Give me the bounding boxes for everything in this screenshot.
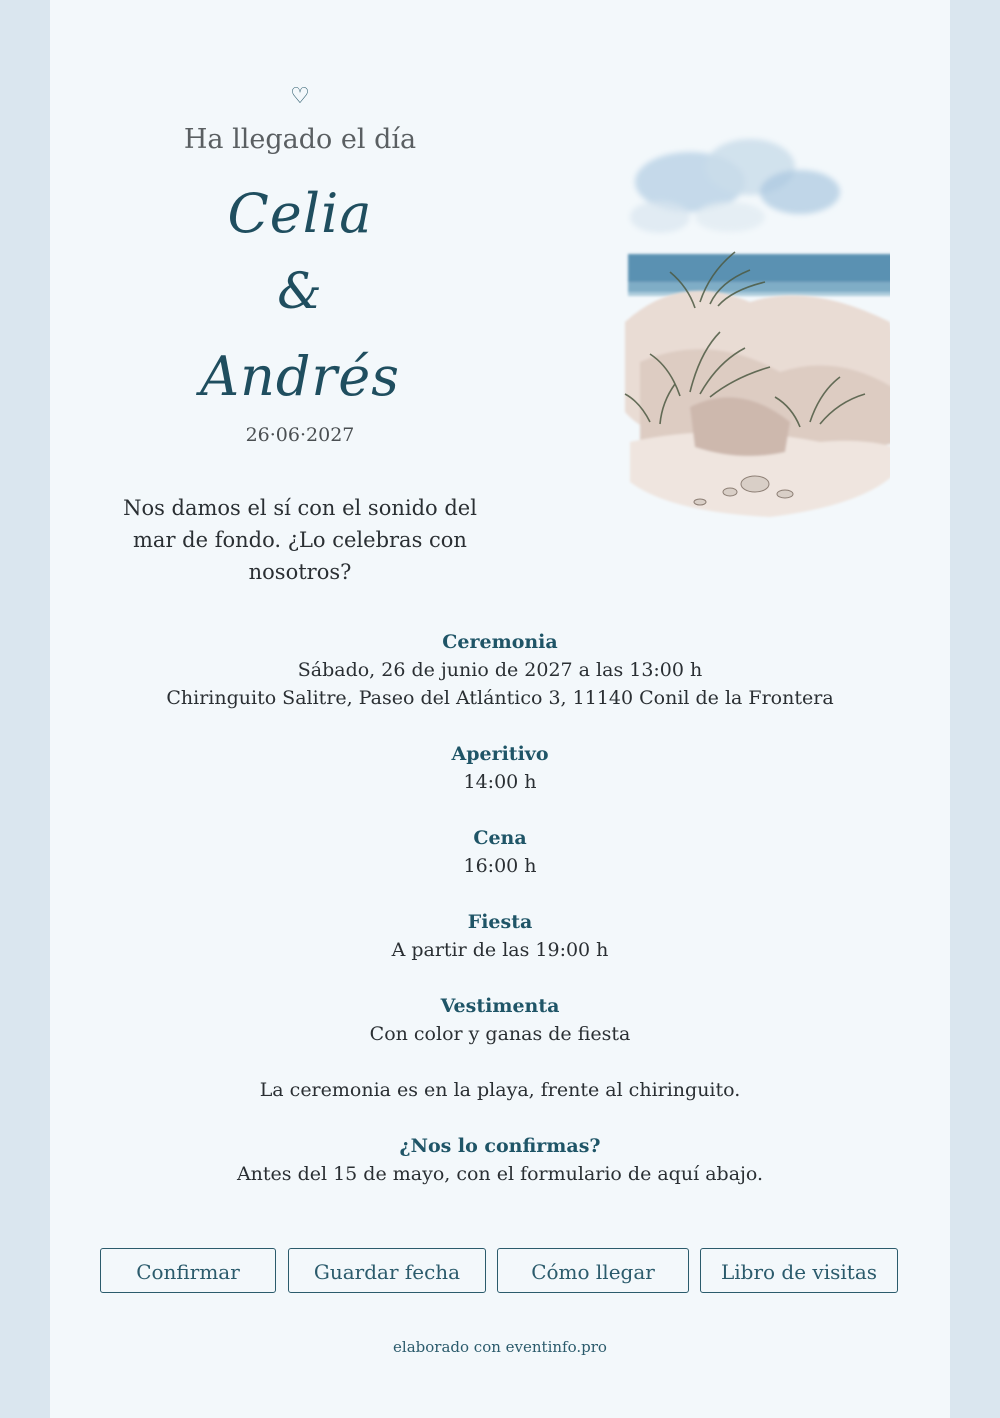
dinner-title: Cena <box>473 827 527 849</box>
ceremony-note: La ceremonia es en la playa, frente al chiringuito. <box>259 1079 741 1101</box>
invitation-card <box>50 0 950 1418</box>
party-time: A partir de las 19:00 h <box>391 939 609 961</box>
guestbook-button[interactable]: Libro de visitas <box>700 1248 898 1293</box>
footer-credit[interactable]: elaborado con eventinfo.pro <box>393 1338 607 1356</box>
tagline: Nos damos el sí con el sonido del mar de fondo. ¿Lo celebras con nosotros? <box>123 496 477 584</box>
ceremony-title: Ceremonia <box>442 631 558 653</box>
party-section <box>50 908 950 964</box>
aperitif-section <box>50 740 950 796</box>
dinner-time: 16:00 h <box>463 855 537 877</box>
beach-dune-illustration <box>570 122 890 532</box>
dinner-section <box>50 824 950 880</box>
ampersand: & <box>277 262 323 320</box>
wedding-date: 26·06·2027 <box>245 424 355 446</box>
sea <box>628 254 890 296</box>
rsvp-section <box>50 1132 950 1188</box>
ceremony-address: Chiringuito Salitre, Paseo del Atlántico 3, 11140 Conil de la Frontera <box>166 687 834 709</box>
dress-code-section <box>50 992 950 1048</box>
dress-code-text: Con color y ganas de fiesta <box>369 1023 631 1045</box>
rsvp-text: Antes del 15 de mayo, con el formulario de aquí abajo. <box>236 1163 764 1185</box>
heart-icon: ♡ <box>290 84 310 109</box>
aperitif-title: Aperitivo <box>451 743 549 765</box>
event-details <box>50 628 950 1216</box>
save-date-button[interactable]: Guardar fecha <box>288 1248 486 1293</box>
clouds <box>630 139 840 233</box>
rsvp-title: ¿Nos lo confirmas? <box>399 1135 601 1157</box>
action-buttons <box>100 1248 900 1295</box>
intro-heading: Ha llegado el día <box>183 124 417 155</box>
dress-code-title: Vestimenta <box>440 995 560 1017</box>
aperitif-time: 14:00 h <box>463 771 537 793</box>
partner-name-2: Andrés <box>200 345 400 408</box>
partner-name-1: Celia <box>227 182 373 245</box>
party-title: Fiesta <box>467 911 533 933</box>
confirm-button[interactable]: Confirmar <box>100 1248 276 1293</box>
ceremony-datetime: Sábado, 26 de junio de 2027 a las 13:00 h <box>297 659 703 681</box>
ceremony-section <box>50 628 950 712</box>
directions-button[interactable]: Cómo llegar <box>497 1248 689 1293</box>
